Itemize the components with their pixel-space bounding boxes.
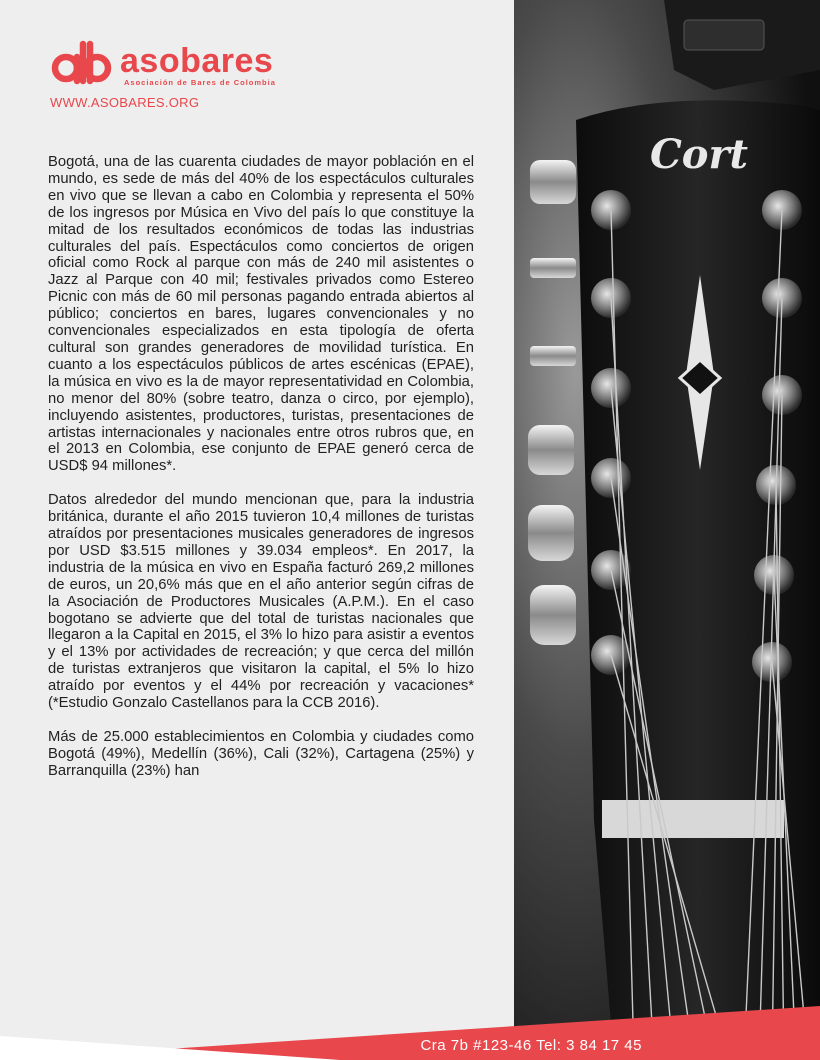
paragraph-3: Más de 25.000 establecimientos en Colombia y ciudades como Bogotá (49%), Medellín (36%), Cali (32%), Cartagena (25%) y Barranquilla (23%) han <box>48 729 474 779</box>
footer-contact: Cra 7b #123-46 Tel: 3 84 17 45 <box>420 1037 642 1054</box>
brand-name: asobares <box>120 42 274 80</box>
paragraph-1: Bogotá, una de las cuarenta ciudades de mayor población en el mundo, es sede de más del 40% de los espectáculos culturales en vivo que se llevan a cabo en Colombia y representa el 50% de los ingresos por Música en Vivo del país lo que constituye la mitad de los resultados económicos de todas las industrias culturales del país. Espectáculos como conciertos de origen oficial como Rock al parque con más de 240 mil asistentes o Jazz al Parque con 40 mil; festivales privados como Estereo Picnic con más de 60 mil personas pagando entrada abiertos al público; conciertos en bares, lugares convencionales y no convencionales especializados en esta tipología de oferta cultural son grandes generadores de movilidad turística. En cuanto a los espectáculos públicos de artes escénicas (EPAE), la música en vivo es la de mayor representatividad en Colombia, no menor del 80% (sobre teatro, danza o circo, por ejemplo), incluyendo asistentes, productores, turistas, presentaciones de artistas internacionales y nacionales entre otros rubros que, en el 2013 en Colombia, ese conjunto de EPAE generó cerca de USD$ 94 millones*. <box>48 154 474 475</box>
guitar-headstock-photo <box>514 0 820 1060</box>
website-link[interactable]: WWW.ASOBARES.ORG <box>50 95 200 110</box>
article-body <box>48 154 474 797</box>
footer-band <box>0 1000 820 1060</box>
headstock-brand-logo: Cort <box>649 131 749 178</box>
brand-tagline: Asociación de Bares de Colombia <box>124 78 276 87</box>
asobares-logo[interactable] <box>50 40 310 92</box>
asobares-logo-mark-icon <box>50 40 116 86</box>
paragraph-2: Datos alrededor del mundo mencionan que, para la industria británica, durante el año 2015 tuvieron 10,4 millones de turistas atraídos por presentaciones musicales generadores de ingresos por USD $3.515 millones y 39.034 empleos*. En 2017, la industria de la música en vivo en España facturó 269,2 millones de euros, un 20,6% más que en el año anterior según cifras de la Asociación de Productores Musicales (A.P.M.). En el caso bogotano se advierte que del total de turistas nacionales que llegaron a la Capital en 2015, el 3% lo hizo para asistir a eventos y el 13% por actividades de recreación; y que cerca del millón de turistas extranjeros que visitaron la capital, el 5% lo hizo atraído por eventos y el 44% por recreación y vacaciones* (*Estudio Gonzalo Castellanos para la CCB 2016). <box>48 492 474 712</box>
